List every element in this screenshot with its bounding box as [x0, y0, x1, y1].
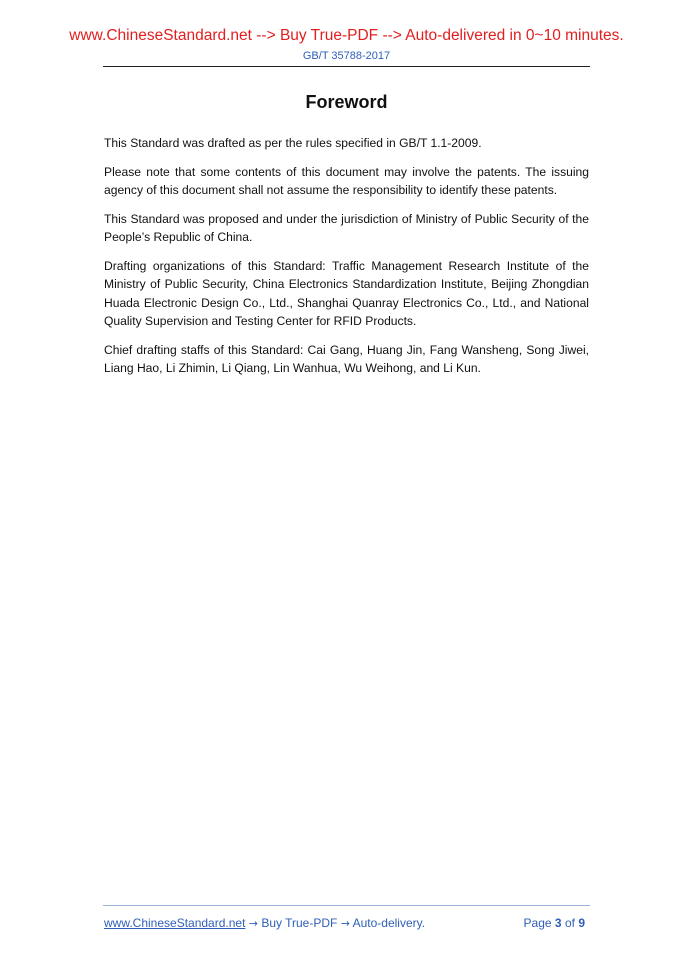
- paragraph-drafting-staff: Chief drafting staffs of this Standard: Cai Gang, Huang Jin, Fang Wansheng, Song Jiwei, Liang Hao, Li Zhimin, Li Qiang, Lin Wanhua, Wu Weihong, and Li Kun.: [104, 342, 589, 375]
- foreword-body: [104, 134, 589, 388]
- page-label: Page: [523, 916, 552, 930]
- paragraph-drafting-organizations: Drafting organizations of this Standard: Traffic Management Research Institute of the Ministry of Public Security, China Electronics Standardization Institute, Beijing Zhongdian Huada Electronic Design Co., Ltd., Shanghai Quanray Electronics Co., Ltd., and National Quality Supervision and Testing Center for RFID Products.: [104, 258, 589, 328]
- auto-delivery-text: Auto-delivery.: [352, 916, 426, 930]
- page-total: 9: [578, 916, 585, 930]
- page-current: 3: [554, 916, 562, 930]
- paragraph-jurisdiction: This Standard was proposed and under the jurisdiction of Ministry of Public Security of the People’s Republic of China.: [104, 211, 589, 244]
- document-code: GB/T 35788-2017: [302, 50, 391, 62]
- promo-banner[interactable]: www.ChineseStandard.net --> Buy True-PDF --> Auto-delivered in 0~10 minutes.: [69, 27, 624, 44]
- footer-divider: [103, 905, 590, 906]
- arrow-right-icon: →: [340, 917, 350, 930]
- header-divider: [103, 66, 590, 67]
- paragraph-patents: Please note that some contents of this document may involve the patents. The issuing agency of this document shall not assume the responsibility to identify these patents.: [104, 164, 589, 197]
- page-of-label: of: [564, 916, 575, 930]
- footer-purchase-line: [104, 916, 425, 930]
- site-link[interactable]: www.ChineseStandard.net: [104, 916, 246, 930]
- page-number: [524, 916, 585, 930]
- buy-true-pdf-text: Buy True-PDF: [261, 916, 338, 930]
- page-title: Foreword: [305, 92, 388, 112]
- arrow-right-icon: →: [248, 917, 258, 930]
- paragraph-drafting-rules: This Standard was drafted as per the rules specified in GB/T 1.1-2009.: [104, 136, 482, 150]
